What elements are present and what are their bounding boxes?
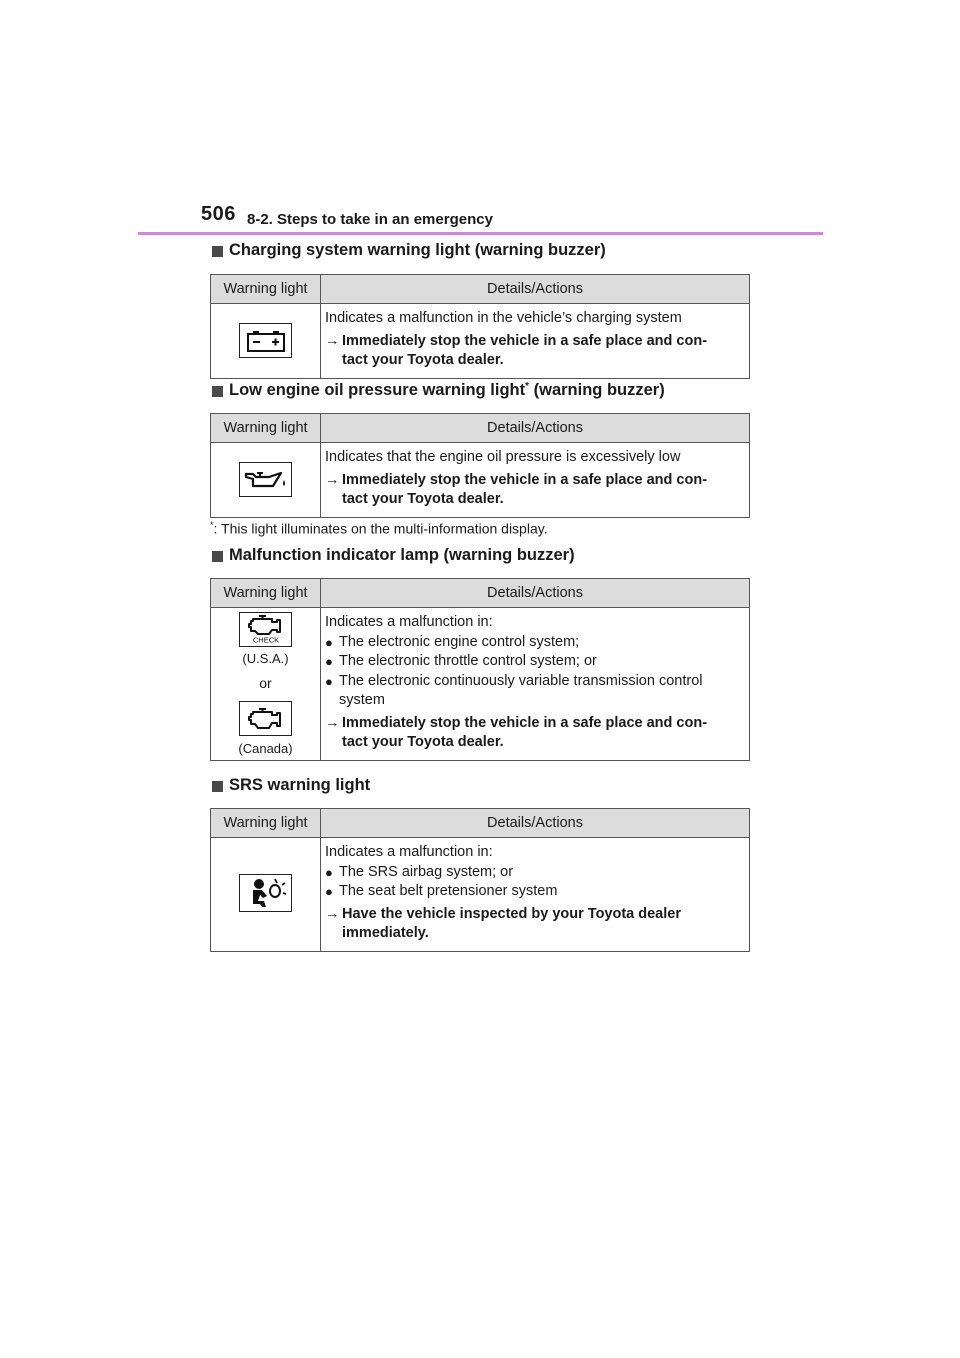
- bullet-dot-icon: ●: [325, 864, 333, 880]
- icon-cell: [211, 838, 321, 952]
- bullet-text: The electronic throttle control system; or: [339, 653, 597, 669]
- section-header: 8-2. Steps to take in an emergency: [247, 211, 493, 228]
- footnote-mark: *: [525, 381, 530, 392]
- bullet-text: The electronic continuously variable transmission control: [339, 672, 703, 689]
- table-charging: [210, 274, 750, 379]
- table-oil: [210, 413, 750, 518]
- header-rule: [138, 232, 823, 235]
- square-bullet-icon: [212, 386, 223, 397]
- action-text: [325, 905, 745, 944]
- action-line: Immediately stop the vehicle in a safe place and con-: [342, 332, 708, 349]
- list-item: [325, 882, 745, 902]
- header-warning-light: Warning light: [211, 414, 321, 443]
- heading-oil-suffix: (warning buzzer): [529, 381, 665, 399]
- action-line: Have the vehicle inspected by your Toyota dealer: [342, 905, 681, 922]
- table-row: [211, 443, 750, 518]
- square-bullet-icon: [212, 246, 223, 257]
- bullet-dot-icon: ●: [325, 884, 333, 899]
- icon-cell: [211, 443, 321, 518]
- bullet-text: The electronic engine control system;: [339, 633, 580, 650]
- table-header-row: [211, 579, 750, 608]
- details-cell: [321, 443, 750, 518]
- action-line: Immediately stop the vehicle in a safe place and con-: [342, 714, 708, 731]
- action-line-cont: tact your Toyota dealer.: [342, 734, 504, 750]
- detail-text: Indicates a malfunction in the vehicle’s charging system: [325, 310, 682, 326]
- heading-charging: [212, 241, 606, 260]
- check-engine-icon: [239, 612, 292, 647]
- arrow-icon: →: [325, 905, 340, 922]
- table-mil: [210, 578, 750, 761]
- battery-icon: [239, 323, 292, 358]
- heading-oil: [212, 381, 665, 400]
- table-row: [211, 608, 750, 761]
- details-cell: [321, 608, 750, 761]
- page-number: 506: [201, 203, 236, 225]
- table-header-row: [211, 275, 750, 304]
- action-text: [325, 714, 745, 753]
- table-srs: [210, 808, 750, 952]
- bullet-text: The seat belt pretensioner system: [339, 883, 558, 899]
- heading-srs-text: SRS warning light: [229, 776, 371, 794]
- check-label: CHECK: [252, 635, 279, 645]
- heading-mil-text: Malfunction indicator lamp (warning buzzer): [229, 546, 575, 564]
- header-warning-light: Warning light: [211, 579, 321, 608]
- bullet-dot-icon: ●: [325, 654, 333, 669]
- arrow-icon: →: [325, 471, 340, 488]
- arrow-icon: →: [325, 714, 340, 731]
- detail-text: Indicates a malfunction in:: [325, 844, 493, 860]
- action-line: Immediately stop the vehicle in a safe place and con-: [342, 471, 708, 488]
- header-details: Details/Actions: [321, 275, 750, 304]
- detail-text: Indicates that the engine oil pressure is excessively low: [325, 449, 681, 465]
- table-header-row: [211, 809, 750, 838]
- bullet-text-cont: system: [339, 692, 385, 708]
- square-bullet-icon: [212, 551, 223, 562]
- bullet-dot-icon: ●: [325, 634, 333, 650]
- footnote-text: : This light illuminates on the multi-information display.: [213, 520, 548, 537]
- oil-can-icon: [239, 462, 292, 497]
- header-warning-light: Warning light: [211, 275, 321, 304]
- list-item: [325, 652, 745, 672]
- footnote: [210, 520, 548, 537]
- or-text: or: [259, 675, 272, 692]
- table-header-row: [211, 414, 750, 443]
- bullet-dot-icon: ●: [325, 673, 333, 689]
- caption-usa: (U.S.A.): [242, 651, 289, 667]
- header-details: Details/Actions: [321, 414, 750, 443]
- details-cell: [321, 304, 750, 379]
- header-warning-light: Warning light: [211, 809, 321, 838]
- action-line-cont: immediately.: [342, 925, 429, 941]
- action-line-cont: tact your Toyota dealer.: [342, 352, 504, 368]
- action-line-cont: tact your Toyota dealer.: [342, 491, 504, 507]
- list-item: [325, 863, 745, 883]
- arrow-icon: →: [325, 332, 340, 349]
- footnote-mark: *: [210, 520, 214, 530]
- caption-canada: (Canada): [238, 740, 293, 756]
- heading-srs: [212, 776, 370, 795]
- detail-text: Indicates a malfunction in:: [325, 614, 493, 630]
- table-row: [211, 304, 750, 379]
- icon-cell: [211, 608, 321, 761]
- header-details: Details/Actions: [321, 809, 750, 838]
- action-text: [325, 471, 745, 510]
- list-item: [325, 672, 745, 692]
- engine-icon: [239, 701, 292, 736]
- heading-oil-text: Low engine oil pressure warning light: [229, 381, 526, 399]
- heading-charging-text: Charging system warning light (warning buzzer): [229, 241, 606, 259]
- details-cell: [321, 838, 750, 952]
- square-bullet-icon: [212, 781, 223, 792]
- list-item: [325, 633, 745, 653]
- header-details: Details/Actions: [321, 579, 750, 608]
- icon-cell: [211, 304, 321, 379]
- table-row: [211, 838, 750, 952]
- action-text: [325, 332, 745, 371]
- airbag-icon: [239, 874, 292, 912]
- heading-mil: [212, 546, 575, 565]
- bullet-text: The SRS airbag system; or: [339, 863, 514, 880]
